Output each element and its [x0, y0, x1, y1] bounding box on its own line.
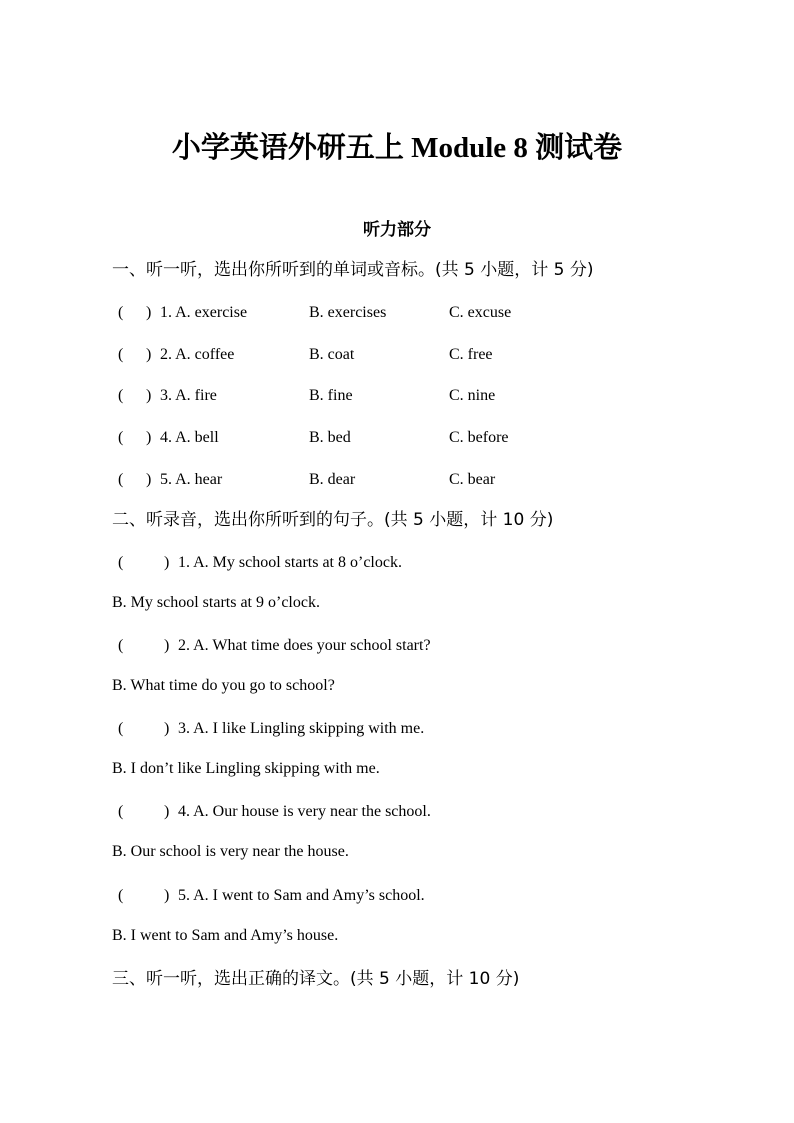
answer-paren-close: ) — [146, 346, 152, 363]
option-b: B. fine — [309, 387, 353, 404]
option-a: 3. A. I like Lingling skipping with me. — [178, 720, 425, 737]
option-a: 4. A. Our house is very near the school. — [178, 803, 431, 820]
part3-heading: 三、听一听，选出正确的译文。(共 5 小题，计 10 分) — [112, 969, 520, 989]
part2-question-5-option-b: B. I went to Sam and Amy’s house. — [112, 927, 339, 944]
option-c: C. nine — [449, 387, 496, 404]
option-a: 1. A. My school starts at 8 o’clock. — [178, 554, 402, 571]
option-c: C. before — [449, 429, 509, 446]
section-title: 听力部分 — [363, 220, 431, 240]
option-b: B. bed — [309, 429, 351, 446]
part2-heading: 二、听录音，选出你所听到的句子。(共 5 小题，计 10 分) — [112, 510, 554, 530]
option-a: 4. A. bell — [160, 429, 219, 446]
option-b: B. exercises — [309, 304, 387, 321]
answer-paren-close: ) — [164, 803, 170, 820]
answer-paren-close: ) — [146, 429, 152, 446]
part1-heading: 一、听一听，选出你所听到的单词或音标。(共 5 小题，计 5 分) — [112, 260, 594, 280]
option-c: C. excuse — [449, 304, 512, 321]
answer-paren-open: ( — [118, 720, 124, 737]
answer-paren-close: ) — [146, 387, 152, 404]
answer-paren-close: ) — [164, 887, 170, 904]
part2-question-2-option-b: B. What time do you go to school? — [112, 677, 335, 694]
answer-paren-close: ) — [164, 554, 170, 571]
part2-question-4-option-b: B. Our school is very near the house. — [112, 843, 349, 860]
option-a: 1. A. exercise — [160, 304, 248, 321]
answer-paren-close: ) — [164, 720, 170, 737]
answer-paren-open: ( — [118, 346, 124, 363]
page-title: 小学英语外研五上 Module 8 测试卷 — [171, 132, 623, 164]
answer-paren-open: ( — [118, 304, 124, 321]
option-b: B. coat — [309, 346, 355, 363]
option-a: 2. A. coffee — [160, 346, 235, 363]
answer-paren-open: ( — [118, 554, 124, 571]
answer-paren-open: ( — [118, 387, 124, 404]
part2-question-3-option-b: B. I don’t like Lingling skipping with me. — [112, 760, 380, 777]
option-a: 2. A. What time does your school start? — [178, 637, 431, 654]
answer-paren-open: ( — [118, 471, 124, 488]
option-c: C. free — [449, 346, 493, 363]
part2-question-1-option-b: B. My school starts at 9 o’clock. — [112, 594, 320, 611]
answer-paren-close: ) — [146, 304, 152, 321]
option-a: 5. A. hear — [160, 471, 223, 488]
answer-paren-close: ) — [164, 637, 170, 654]
answer-paren-open: ( — [118, 887, 124, 904]
answer-paren-close: ) — [146, 471, 152, 488]
answer-paren-open: ( — [118, 429, 124, 446]
option-b: B. dear — [309, 471, 356, 488]
option-c: C. bear — [449, 471, 496, 488]
option-a: 3. A. fire — [160, 387, 217, 404]
option-a: 5. A. I went to Sam and Amy’s school. — [178, 887, 425, 904]
answer-paren-open: ( — [118, 637, 124, 654]
answer-paren-open: ( — [118, 803, 124, 820]
